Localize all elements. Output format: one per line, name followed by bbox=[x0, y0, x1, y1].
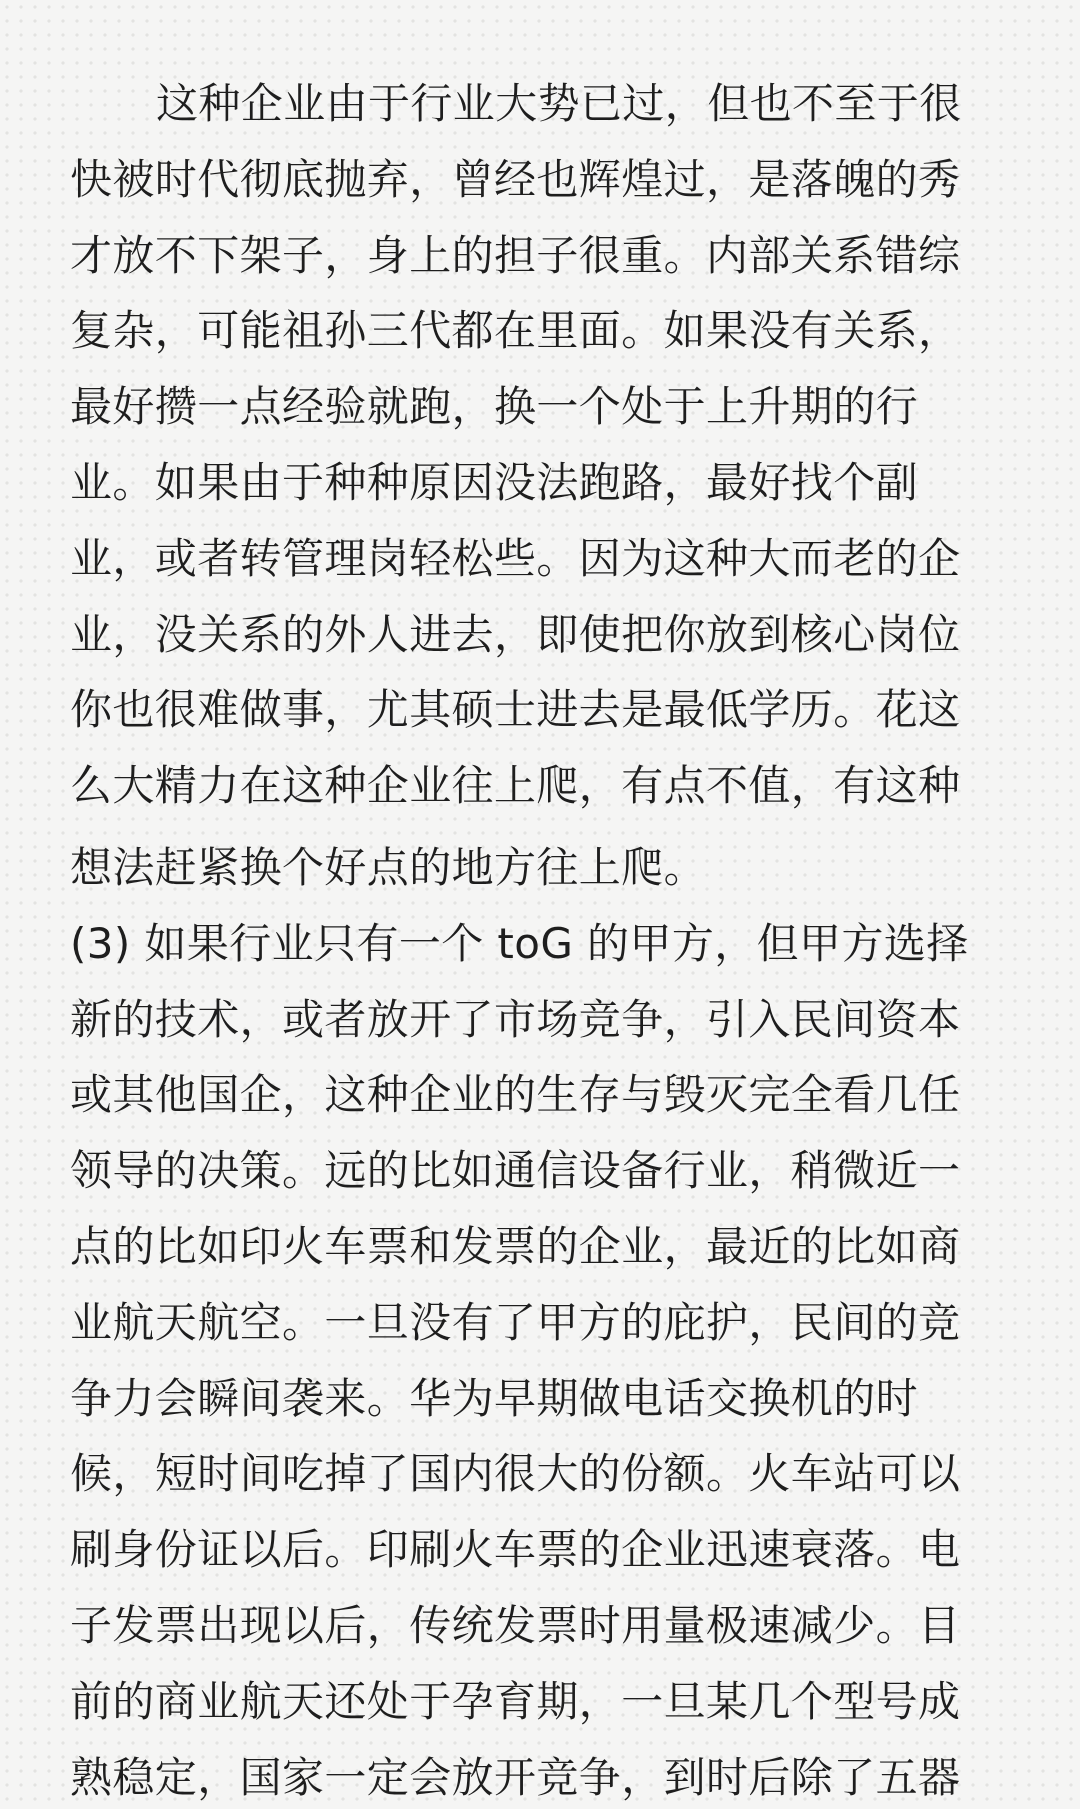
paragraph-line: 熟稳定，国家一定会放开竞争，到时后除了五器 bbox=[70, 1752, 961, 1802]
paragraph-line: 快被时代彻底抛弃，曾经也辉煌过，是落魄的秀 bbox=[70, 154, 961, 204]
paragraph-line: 争力会瞬间袭来。华为早期做电话交换机的时 bbox=[70, 1373, 919, 1423]
paragraph-line: 业，或者转管理岗轻松些。因为这种大而老的企 bbox=[70, 533, 961, 583]
paragraph-line: 新的技术，或者放开了市场竞争，引入民间资本 bbox=[70, 994, 961, 1044]
paragraph-line: 业。如果由于种种原因没法跑路，最好找个副 bbox=[70, 457, 919, 507]
paragraph-line: 这种企业由于行业大势已过，但也不至于很 bbox=[156, 79, 962, 128]
paragraph-line: 子发票出现以后，传统发票时用量极速减少。目 bbox=[70, 1600, 961, 1650]
paragraph-line: 复杂，可能祖孙三代都在里面。如果没有关系， bbox=[70, 306, 961, 356]
paragraph-line: 或其他国企，这种企业的生存与毁灭完全看几任 bbox=[70, 1070, 961, 1120]
paragraph-line: 点的比如印火车票和发票的企业，最近的比如商 bbox=[70, 1221, 961, 1271]
paragraph-line: 么大精力在这种企业往上爬，有点不值，有这种 bbox=[70, 761, 961, 811]
article-body bbox=[70, 66, 1010, 1809]
paragraph-line: 业航天航空。一旦没有了甲方的庇护，民间的竞 bbox=[70, 1297, 961, 1347]
paragraph-line: 想法赶紧换个好点的地方往上爬。 bbox=[70, 842, 707, 892]
paragraph-line: 才放不下架子，身上的担子很重。内部关系错综 bbox=[70, 230, 961, 280]
paragraph-line: 你也很难做事，尤其硕士进去是最低学历。花这 bbox=[70, 685, 961, 735]
paragraph-line: 候，短时间吃掉了国内很大的份额。火车站可以 bbox=[70, 1449, 961, 1499]
paragraph-line: 刷身份证以后。印刷火车票的企业迅速衰落。电 bbox=[70, 1525, 961, 1575]
paragraph-line: 领导的决策。远的比如通信设备行业，稍微近一 bbox=[70, 1146, 961, 1196]
numbered-item-line: (3) 如果行业只有一个 toG 的甲方，但甲方选择 bbox=[70, 918, 969, 968]
paragraph-line: 前的商业航天还处于孕育期，一旦某几个型号成 bbox=[70, 1676, 961, 1726]
paragraph-line: 业，没关系的外人进去，即使把你放到核心岗位 bbox=[70, 609, 961, 659]
paragraph-line: 最好攒一点经验就跑，换一个处于上升期的行 bbox=[70, 382, 919, 432]
